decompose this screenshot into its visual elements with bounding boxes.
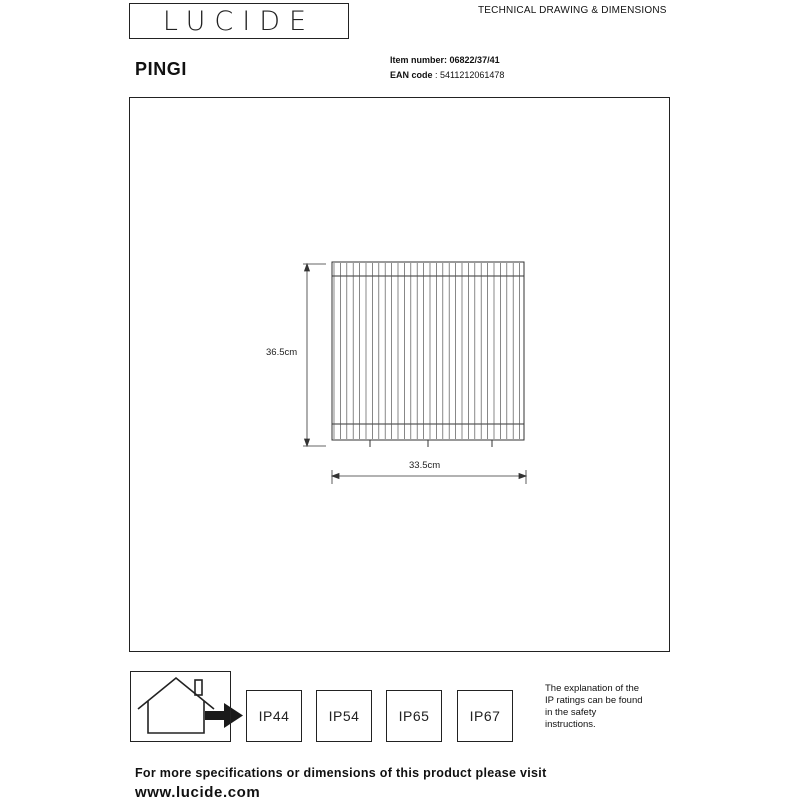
ip-rating-box	[316, 690, 372, 742]
width-dimension	[332, 470, 526, 484]
width-dimension-label: 33.5cm	[409, 460, 441, 471]
height-dimension-label: 36.5cm	[266, 347, 298, 358]
height-arrow-top	[305, 264, 310, 271]
brand-logo-text: LUCIDE	[162, 6, 316, 37]
ip-rating-label: IP67	[469, 708, 501, 724]
height-arrow-bottom	[305, 439, 310, 446]
ip-note-line: IP ratings can be found	[545, 695, 643, 706]
width-arrow-right	[519, 474, 526, 479]
ip-rating-box	[386, 690, 442, 742]
item-number-label: Item number:	[390, 55, 448, 65]
width-arrow-left	[332, 474, 339, 479]
ip-explanation-note	[545, 683, 685, 731]
ip-note-line: instructions.	[545, 719, 596, 730]
ip-rating-box	[246, 690, 302, 742]
house-icon-box	[130, 671, 231, 742]
ean-code-label: EAN code	[390, 70, 433, 80]
footer-text: For more specifications or dimensions of this product please visit	[135, 766, 547, 780]
ean-code-value: 5411212061478	[440, 70, 505, 80]
ip-note-line: in the safety	[545, 707, 597, 718]
ip-rating-label: IP65	[398, 708, 430, 724]
ip-rating-label: IP44	[258, 708, 290, 724]
height-dimension	[303, 264, 326, 446]
lamp-outline	[332, 262, 524, 447]
website-link[interactable]: www.lucide.com	[135, 784, 261, 801]
lamp-body	[332, 262, 524, 440]
document-type: TECHNICAL DRAWING & DIMENSIONS	[478, 5, 667, 16]
ean-code: EAN code : 5411212061478	[390, 70, 505, 80]
product-name: PINGI	[135, 59, 188, 79]
item-number-value: 06822/37/41	[449, 55, 500, 65]
ip-note-line: The explanation of the	[545, 683, 640, 694]
lamp-slats	[334, 263, 520, 439]
ip-rating-label: IP54	[328, 708, 360, 724]
ip-rating-box	[457, 690, 513, 742]
